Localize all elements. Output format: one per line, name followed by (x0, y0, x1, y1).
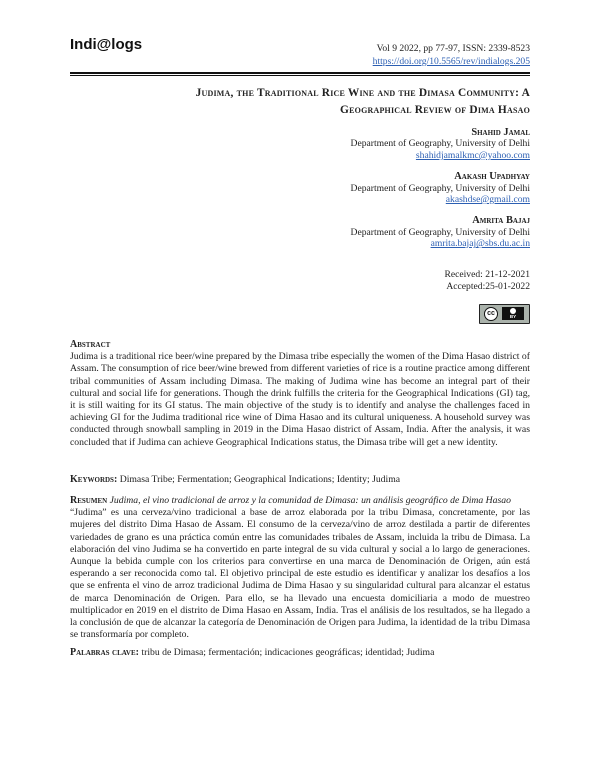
resumen-label: Resumen (70, 495, 108, 506)
author-block (351, 127, 530, 161)
cc-license-badge[interactable] (479, 304, 530, 324)
header-rule-thin (70, 75, 530, 76)
abstract-label: Abstract (70, 339, 111, 350)
palabras-clave-label: Palabras clave: (70, 647, 139, 658)
palabras-clave-text: tribu de Dimasa; fermentación; indicaciones geográficas; identidad; Judima (141, 647, 435, 658)
author-list (351, 127, 530, 260)
author-name: Amrita Bajaj (472, 215, 530, 227)
keywords-text: Dimasa Tribe; Fermentation; Geographical Indications; Identity; Judima (119, 474, 401, 485)
author-affiliation: Department of Geography, University of Delhi (350, 226, 530, 238)
attribution-icon (502, 307, 524, 320)
author-email-link[interactable]: akashdse@gmail.com (445, 194, 530, 206)
journal-meta (373, 42, 530, 68)
submission-dates (444, 269, 530, 293)
accepted-date: Accepted:25-01-2022 (446, 281, 530, 292)
keywords-label: Keywords: (70, 474, 118, 485)
author-name: Aakash Upadhyay (454, 171, 530, 183)
abstract-text: Judima is a traditional rice beer/wine prepared by the Dimasa tribe especially the women of the Dima Hasao district of Assam. The consumption of rice beer/wine brewed from different varieties of rice is a routine practice among different tribal communities of Assam including Dimasa. The making of Judima wine has become an integral part of their cultural and social life for generations. Though the drink fulfills the criteria for the Geographical Indications (GI) tag, it is still waiting for its GI status. The main objective of the study is to identify and analyse the challenges faced in achieving GI for the Judima traditional rice wine of Dima Hasao and its cultural uniqueness. A household survey was conducted through snowball sampling in 2019 in the Dima Hasao district of Assam, India. After the analysis, it was concluded that if Judima can achieve Geographical Indications status, the Dimasa tribe will get a new identity. (70, 351, 530, 448)
author-block (351, 171, 530, 205)
doi-link[interactable]: https://doi.org/10.5565/rev/indialogs.205 (372, 56, 530, 67)
article-title-line2: Geographical Review of Dima Hasao (340, 104, 530, 116)
volume-line: Vol 9 2022, pp 77-97, ISSN: 2339-8523 (376, 43, 530, 54)
journal-name: Indi@logs (70, 36, 143, 53)
license-badge-label: BY (509, 314, 517, 319)
received-date: Received: 21-12-2021 (444, 269, 530, 280)
author-block (351, 215, 530, 249)
author-affiliation: Department of Geography, University of Delhi (350, 138, 530, 150)
article-title (90, 85, 530, 119)
header-rule-thick (70, 72, 530, 74)
resumen-title: Judima, el vino tradicional de arroz y la comunidad de Dimasa: un análisis geográfico de Dima Hasao (109, 495, 511, 506)
keywords-section (70, 474, 530, 486)
author-affiliation: Department of Geography, University of Delhi (350, 182, 530, 194)
author-name: Shahid Jamal (471, 127, 530, 138)
article-title-line1: Judima, the Traditional Rice Wine and the Dimasa Community: A (195, 87, 530, 99)
abstract-section (70, 339, 530, 449)
resumen-text: “Judima” es una cerveza/vino tradicional a base de arroz elaborada por la tribu Dimasa, concretamente, por las mujeres del distrito Dima Hasao de Assam. El consumo de la cerveza/vino de arroz destilada a partir de diferentes variedades de grano es una práctica común entre las comunidades tribales de Assam, incluida la tribu de Dimasa. La elaboración del vino Judima se ha convertido en parte integral de su vida cultural y social a lo largo de generaciones. Aunque la bebida cumple con los criterios para convertirse en una marca de Denominación de Origen, aún está esperando a ser reconocida como tal. El objetivo principal de este estudio es identificar y analizar los desafíos a los que se enfrenta el vino de arroz tradicional Judima de Dima Hasao y su singularidad cultural para alcanzar el estatus de marca Denominación de Origen. Para ello, se ha llevado una encuesta domiciliaria a modo de muestreo multiplicador en 2019 en el distrito de Dima Hasao en Assam, India. Tras el análisis de los resultados, se ha llegado a la conclusión de que de alcanzar la categoría de Denominación de Origen para Judima, la identidad de la tribu Dimasa se transformaría por completo. (70, 507, 530, 641)
creative-commons-icon: cc (484, 307, 498, 321)
palabras-clave-section (70, 647, 530, 659)
resumen-section (70, 495, 530, 641)
author-email-link[interactable]: shahidjamalkmc@yahoo.com (415, 149, 530, 161)
author-email-link[interactable]: amrita.bajaj@sbs.du.ac.in (430, 238, 530, 250)
